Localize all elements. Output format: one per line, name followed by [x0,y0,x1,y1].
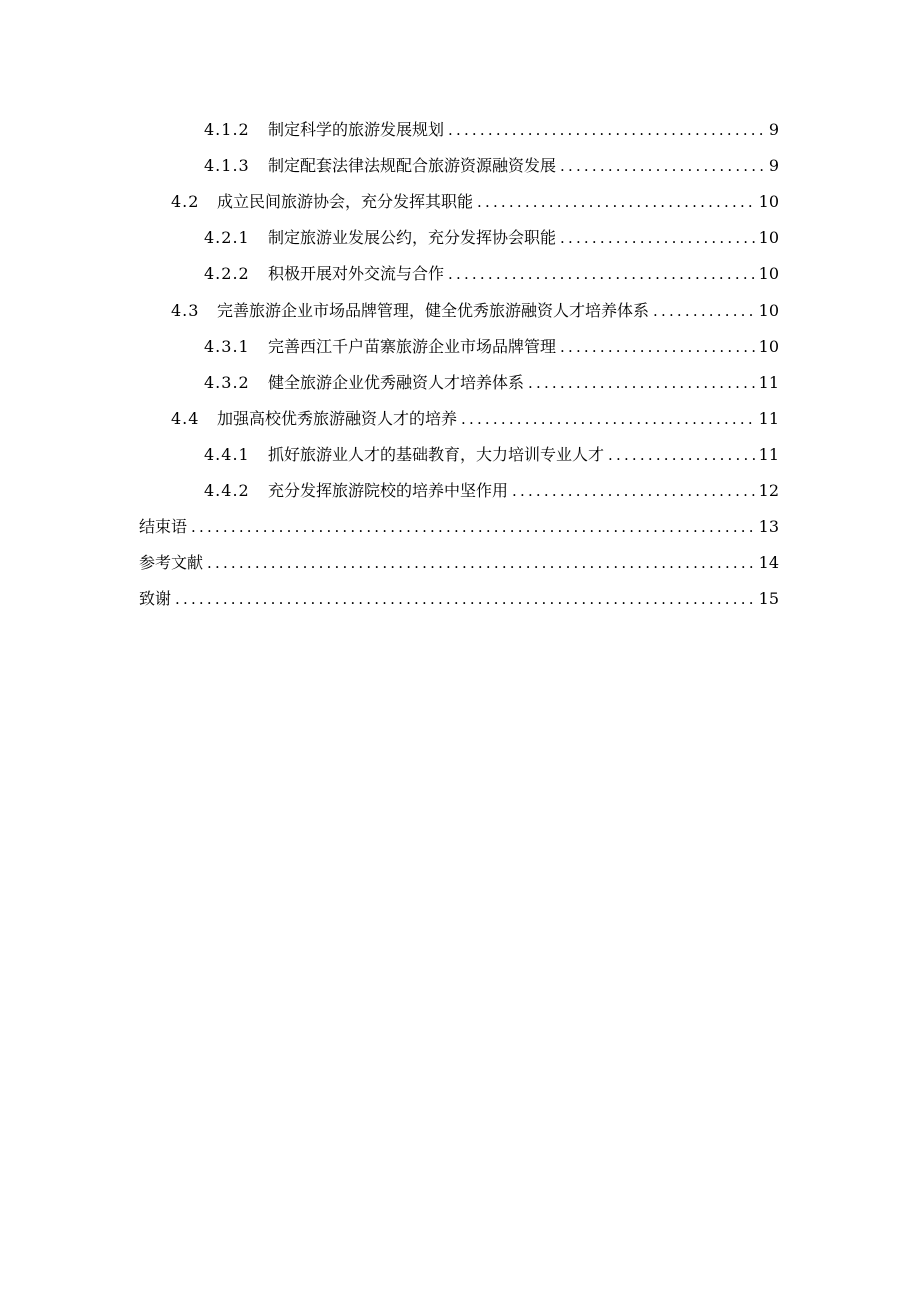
toc-entry-page: 10 [758,264,779,284]
toc-entry-title: 制定科学的旅游发展规划 [268,120,445,140]
toc-entry-title: 参考文献 [139,553,204,573]
table-of-contents [0,112,920,617]
toc-entry-page: 14 [758,553,779,573]
toc-entry-title: 抓好旅游业人才的基础教育，大力培训专业人才 [268,444,605,464]
toc-entry-page: 12 [758,480,779,500]
toc-dot-leader [448,120,765,140]
toc-entry-page: 11 [758,408,779,428]
toc-dot-leader [560,228,755,248]
toc-entry-number: 4.3.2 [204,372,250,392]
toc-entry-page: 10 [758,300,779,320]
toc-dot-leader [653,301,755,321]
toc-dot-leader [560,156,765,176]
toc-dot-leader [477,192,755,212]
toc-entry-number: 4.4 [171,408,200,428]
toc-entry-number: 4.1.3 [204,156,250,176]
toc-entry-page: 9 [768,156,779,176]
toc-dot-leader [528,373,755,393]
toc-entry[interactable] [0,148,920,184]
toc-entry[interactable] [0,292,920,328]
toc-dot-leader [461,409,755,429]
toc-entry-title: 完善西江千户苗寨旅游企业市场品牌管理 [268,336,557,356]
toc-entry-number: 4.1.2 [204,120,250,140]
toc-dot-leader [608,445,755,465]
toc-entry-page: 13 [758,517,779,537]
toc-entry-title: 健全旅游企业优秀融资人才培养体系 [268,372,525,392]
toc-entry[interactable] [0,473,920,509]
toc-entry-number: 4.3.1 [204,336,250,356]
toc-entry[interactable] [0,220,920,256]
toc-entry-page: 9 [768,120,779,140]
toc-entry[interactable] [0,256,920,292]
toc-entry-title: 制定配套法律法规配合旅游资源融资发展 [268,156,557,176]
toc-entry-title: 完善旅游企业市场品牌管理，健全优秀旅游融资人才培养体系 [217,300,650,320]
toc-entry-page: 10 [758,336,779,356]
toc-entry-title: 制定旅游业发展公约，充分发挥协会职能 [268,228,557,248]
toc-entry-number: 4.3 [171,300,200,320]
toc-dot-leader [448,264,755,284]
toc-entry-number: 4.4.1 [204,444,250,464]
toc-entry[interactable] [0,329,920,365]
toc-entry-page: 10 [758,192,779,212]
toc-dot-leader [512,481,755,501]
toc-entry-title: 致谢 [139,589,172,609]
toc-entry-title: 加强高校优秀旅游融资人才的培养 [217,408,458,428]
toc-entry-page: 11 [758,372,779,392]
toc-dot-leader [560,337,755,357]
toc-entry[interactable] [0,401,920,437]
toc-entry[interactable] [0,509,920,545]
toc-dot-leader [175,589,755,609]
toc-entry[interactable] [0,437,920,473]
toc-entry[interactable] [0,184,920,220]
toc-entry[interactable] [0,365,920,401]
toc-dot-leader [191,517,755,537]
toc-entry-title: 积极开展对外交流与合作 [268,264,445,284]
toc-entry-title: 充分发挥旅游院校的培养中坚作用 [268,480,509,500]
toc-entry[interactable] [0,581,920,617]
toc-dot-leader [207,553,755,573]
toc-entry-number: 4.2 [171,192,200,212]
toc-entry-page: 11 [758,444,779,464]
toc-entry-title: 成立民间旅游协会，充分发挥其职能 [217,192,474,212]
toc-entry-page: 10 [758,228,779,248]
toc-entry-title: 结束语 [139,517,188,537]
toc-entry[interactable] [0,112,920,148]
toc-entry-number: 4.2.2 [204,264,250,284]
toc-entry-page: 15 [758,589,779,609]
toc-entry-number: 4.2.1 [204,228,250,248]
toc-entry[interactable] [0,545,920,581]
toc-entry-number: 4.4.2 [204,480,250,500]
